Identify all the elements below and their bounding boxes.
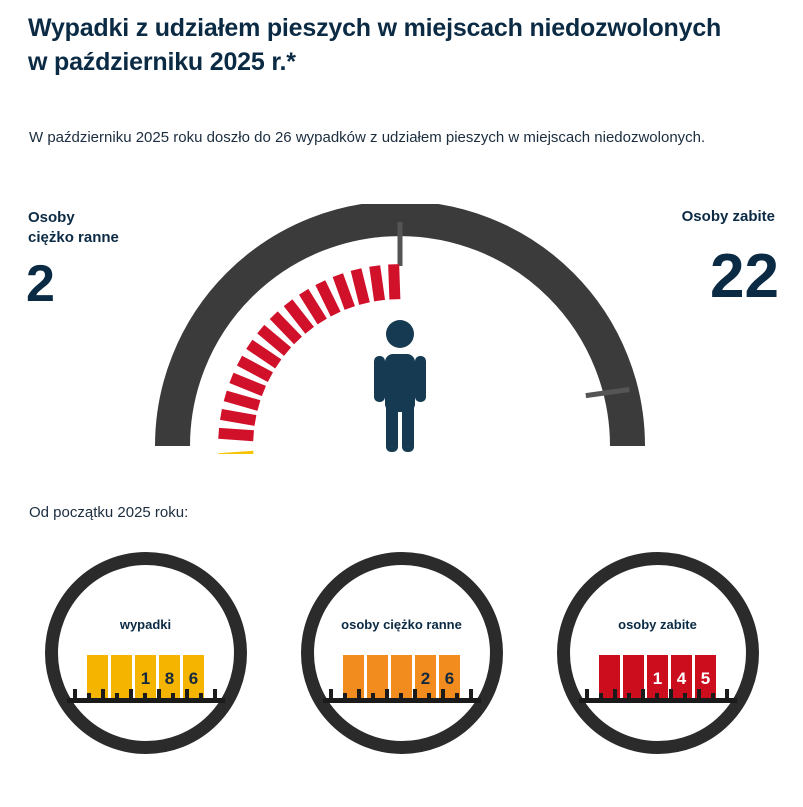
- circle-title: wypadki: [119, 617, 172, 632]
- gauge-right-label: Osoby zabite: [681, 208, 775, 225]
- odometer-block: 8: [159, 655, 180, 702]
- circle-title: osoby ciężko ranne: [341, 617, 462, 632]
- gauge-left-label: [28, 208, 119, 249]
- gauge-chart: [155, 204, 645, 454]
- ruler-scale: [570, 689, 746, 703]
- odometer-block: 2: [415, 655, 436, 702]
- gauge-section: [0, 196, 803, 466]
- circle-title: osoby zabite: [618, 617, 697, 632]
- summary-circle-wypadki: [45, 552, 247, 754]
- gauge-left-value: 2: [26, 255, 55, 313]
- odometer-block: 4: [671, 655, 692, 702]
- odometer-block: 1: [135, 655, 156, 702]
- ruler-scale: [58, 689, 234, 703]
- pedestrian-icon: [374, 320, 426, 452]
- odometer-block: 6: [439, 655, 460, 702]
- ruler-scale: [314, 689, 490, 703]
- page-title: Wypadki z udziałem pieszych w miejscach niedozwolonych w październiku 2025 r.*: [28, 14, 722, 76]
- summary-circles: [0, 552, 803, 767]
- intro-text: W październiku 2025 roku doszło do 26 wypadków z udziałem pieszych w miejscach niedozwolonych.: [29, 129, 706, 146]
- odometer-block: 1: [647, 655, 668, 702]
- gauge-left-label-line1: Osoby: [28, 209, 75, 226]
- since-start-label: Od początku 2025 roku:: [29, 504, 189, 521]
- odometer-block: 6: [183, 655, 204, 702]
- gauge-right-value: 22: [710, 242, 779, 311]
- summary-circle-ciezko-ranne: [301, 552, 503, 754]
- gauge-left-label-line2: ciężko ranne: [28, 229, 119, 247]
- odometer-block: 5: [695, 655, 716, 702]
- summary-circle-zabite: [557, 552, 759, 754]
